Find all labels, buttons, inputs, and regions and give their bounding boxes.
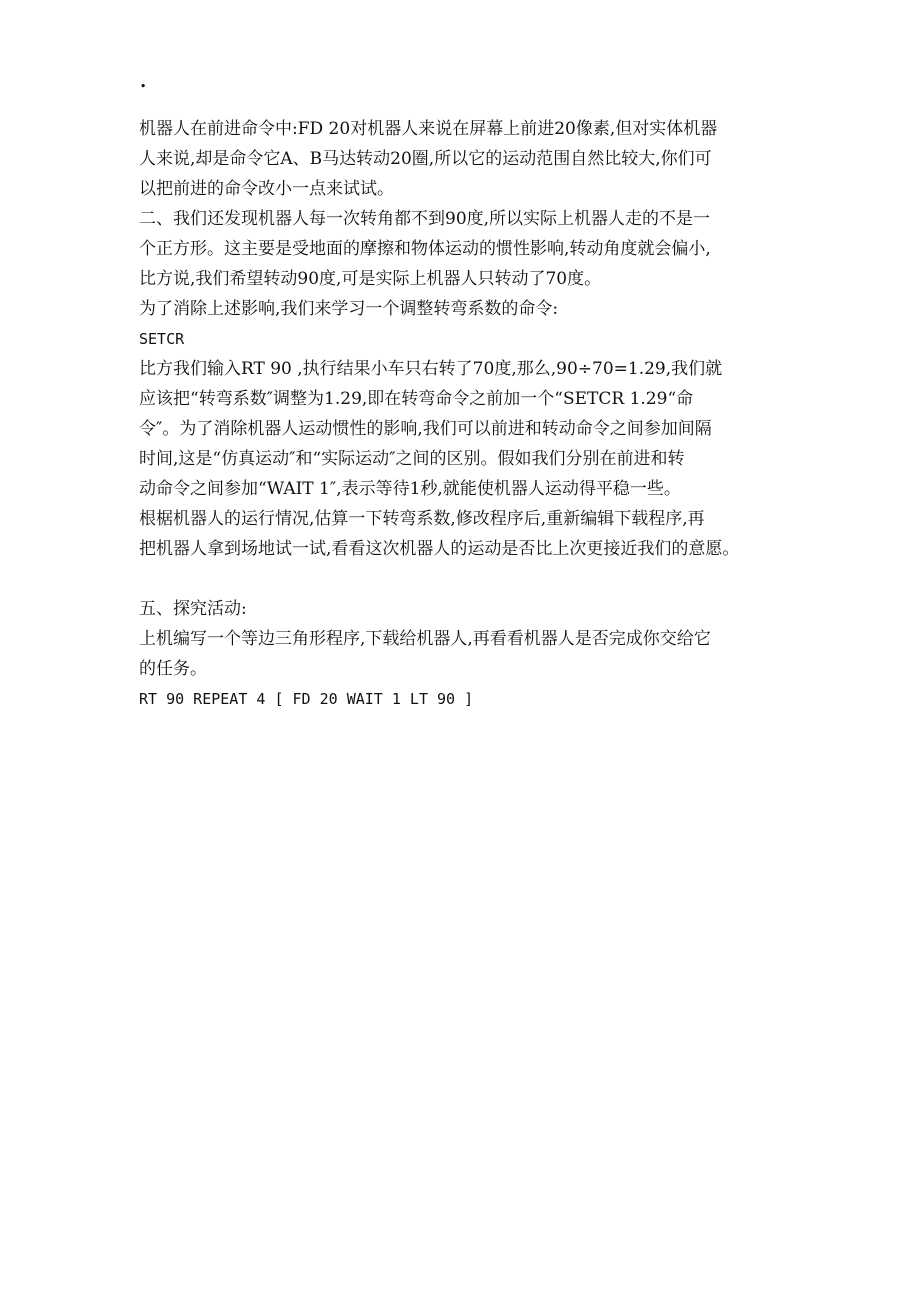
paragraph-line: 人来说,却是命令它A、B马达转动20圈,所以它的运动范围自然比较大,你们可: [139, 149, 712, 169]
paragraph-line: 机器人在前进命令中:FD 20对机器人来说在屏幕上前进20像素,但对实体机器: [139, 119, 718, 139]
section-heading: 五、探究活动:: [139, 599, 247, 619]
paragraph-line: 动命令之间参加“WAIT 1″,表示等待1秒,就能使机器人运动得平稳一些。: [139, 479, 681, 499]
code-line: RT 90 REPEAT 4 [ FD 20 WAIT 1 LT 90 ]: [139, 690, 474, 708]
activity-line: 上机编写一个等边三角形程序,下载给机器人,再看看机器人是否完成你交给它: [139, 629, 711, 649]
command-name: SETCR: [139, 330, 185, 348]
paragraph-line: 以把前进的命令改小一点来试试。: [139, 179, 394, 199]
paragraph-line: 个正方形。这主要是受地面的摩擦和物体运动的惯性影响,转动角度就会偏小,: [139, 239, 711, 259]
page-marker-dot: .: [140, 71, 147, 92]
blank-line: [139, 564, 804, 594]
document-body: [139, 114, 804, 714]
paragraph-line: 应该把“转弯系数″调整为1.29,即在转弯命令之前加一个“SETCR 1.29“命: [139, 389, 694, 409]
paragraph-line: 比方说,我们希望转动90度,可是实际上机器人只转动了70度。: [139, 269, 602, 289]
paragraph-line: 令″。为了消除机器人运动惯性的影响,我们可以前进和转动命令之间参加间隔: [139, 419, 712, 439]
paragraph-line: 时间,这是“仿真运动″和“实际运动″之间的区别。假如我们分别在前进和转: [139, 449, 685, 469]
paragraph-line: 把机器人拿到场地试一试,看看这次机器人的运动是否比上次更接近我们的意愿。: [139, 539, 740, 559]
paragraph-line: 根椐机器人的运行情况,估算一下转弯系数,修改程序后,重新编辑下载程序,再: [139, 509, 705, 529]
paragraph-line: 为了消除上述影响,我们来学习一个调整转弯系数的命令:: [139, 299, 559, 319]
paragraph-line: 比方我们输入RT 90 ,执行结果小车只右转了70度,那么,90÷70=1.29,我们就: [139, 359, 723, 379]
paragraph-line: 二、我们还发现机器人每一次转角都不到90度,所以实际上机器人走的不是一: [139, 209, 711, 229]
activity-line: 的任务。: [139, 659, 207, 679]
